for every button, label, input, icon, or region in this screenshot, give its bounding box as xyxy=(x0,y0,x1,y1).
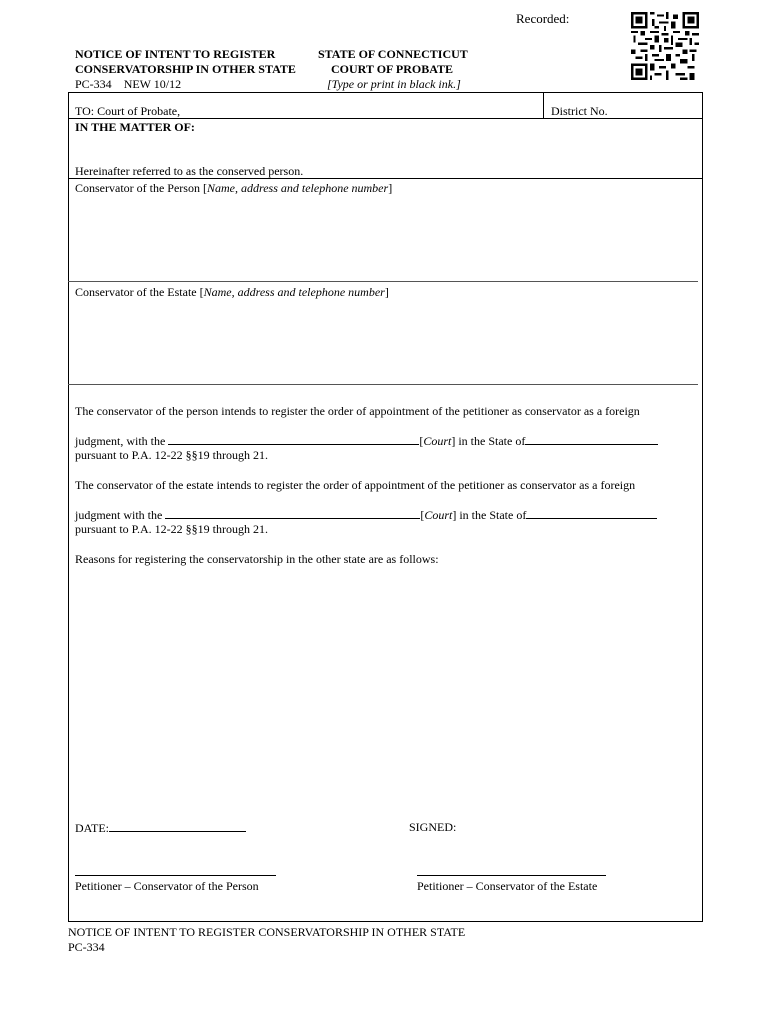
estate-judgment-line: judgment with the [Court] in the State of xyxy=(75,507,657,523)
petitioner-estate-signature-line[interactable] xyxy=(417,875,606,876)
estate-court-field[interactable] xyxy=(165,507,420,519)
form-number xyxy=(75,77,181,92)
conservator-estate-divider xyxy=(68,384,698,385)
to-court-label: TO: Court of Probate, xyxy=(75,104,181,118)
footer-form-number: PC-334 xyxy=(68,940,105,954)
ink-instruction: [Type or print in black ink.] xyxy=(327,77,461,91)
person-state-field[interactable] xyxy=(525,433,658,445)
person-intent-text: The conservator of the person intends to register the order of appointment of the petitioner as conservator as a foreign xyxy=(75,404,640,418)
court-title: COURT OF PROBATE xyxy=(331,62,454,76)
form-edition: NEW 10/12 xyxy=(123,77,182,91)
signed-label: SIGNED: xyxy=(409,820,457,834)
district-divider xyxy=(543,92,544,118)
recorded-label: Recorded: xyxy=(516,11,570,26)
district-label: District No. xyxy=(551,104,608,118)
estate-pursuant-text: pursuant to P.A. 12-22 §§19 through 21. xyxy=(75,522,268,536)
frame-right xyxy=(702,92,703,922)
matter-divider xyxy=(68,178,703,179)
state-title: STATE OF CONNECTICUT xyxy=(318,47,468,61)
petitioner-estate-label: Petitioner – Conservator of the Estate xyxy=(417,879,598,893)
frame-left xyxy=(68,92,69,922)
reasons-field[interactable] xyxy=(75,570,695,800)
estate-state-field[interactable] xyxy=(526,507,657,519)
date-label: DATE: xyxy=(75,821,109,835)
conservator-estate-hint: Name, address and telephone number xyxy=(203,285,385,299)
person-court-field[interactable] xyxy=(168,433,419,445)
petitioner-person-signature-line[interactable] xyxy=(75,875,276,876)
date-line xyxy=(75,820,246,836)
reasons-label: Reasons for registering the conservatorship in the other state are as follows: xyxy=(75,552,439,566)
date-field[interactable] xyxy=(109,820,246,832)
to-row-divider xyxy=(68,118,703,119)
form-title-line1: NOTICE OF INTENT TO REGISTER xyxy=(75,47,276,61)
conservator-person-divider xyxy=(68,281,698,282)
conserved-person-note: Hereinafter referred to as the conserved person. xyxy=(75,164,304,178)
form-number-code: PC-334 xyxy=(75,77,112,91)
conservator-estate-label: Conservator of the Estate [Name, address and telephone number] xyxy=(75,285,389,299)
estate-intent-text: The conservator of the estate intends to register the order of appointment of the petitioner as conservator as a foreign xyxy=(75,478,636,492)
frame-top xyxy=(68,92,703,93)
conservator-person-label: Conservator of the Person [Name, address and telephone number] xyxy=(75,181,393,195)
form-title-line2: CONSERVATORSHIP IN OTHER STATE xyxy=(75,62,296,76)
footer-title: NOTICE OF INTENT TO REGISTER CONSERVATORSHIP IN OTHER STATE xyxy=(68,925,466,939)
petitioner-person-label: Petitioner – Conservator of the Person xyxy=(75,879,259,893)
frame-bottom xyxy=(68,921,703,922)
conservator-person-hint: Name, address and telephone number xyxy=(206,181,389,195)
person-judgment-line: judgment, with the [Court] in the State of xyxy=(75,433,658,449)
matter-label: IN THE MATTER OF: xyxy=(75,120,195,134)
qr-code-icon xyxy=(631,12,699,80)
person-pursuant-text: pursuant to P.A. 12-22 §§19 through 21. xyxy=(75,448,268,462)
